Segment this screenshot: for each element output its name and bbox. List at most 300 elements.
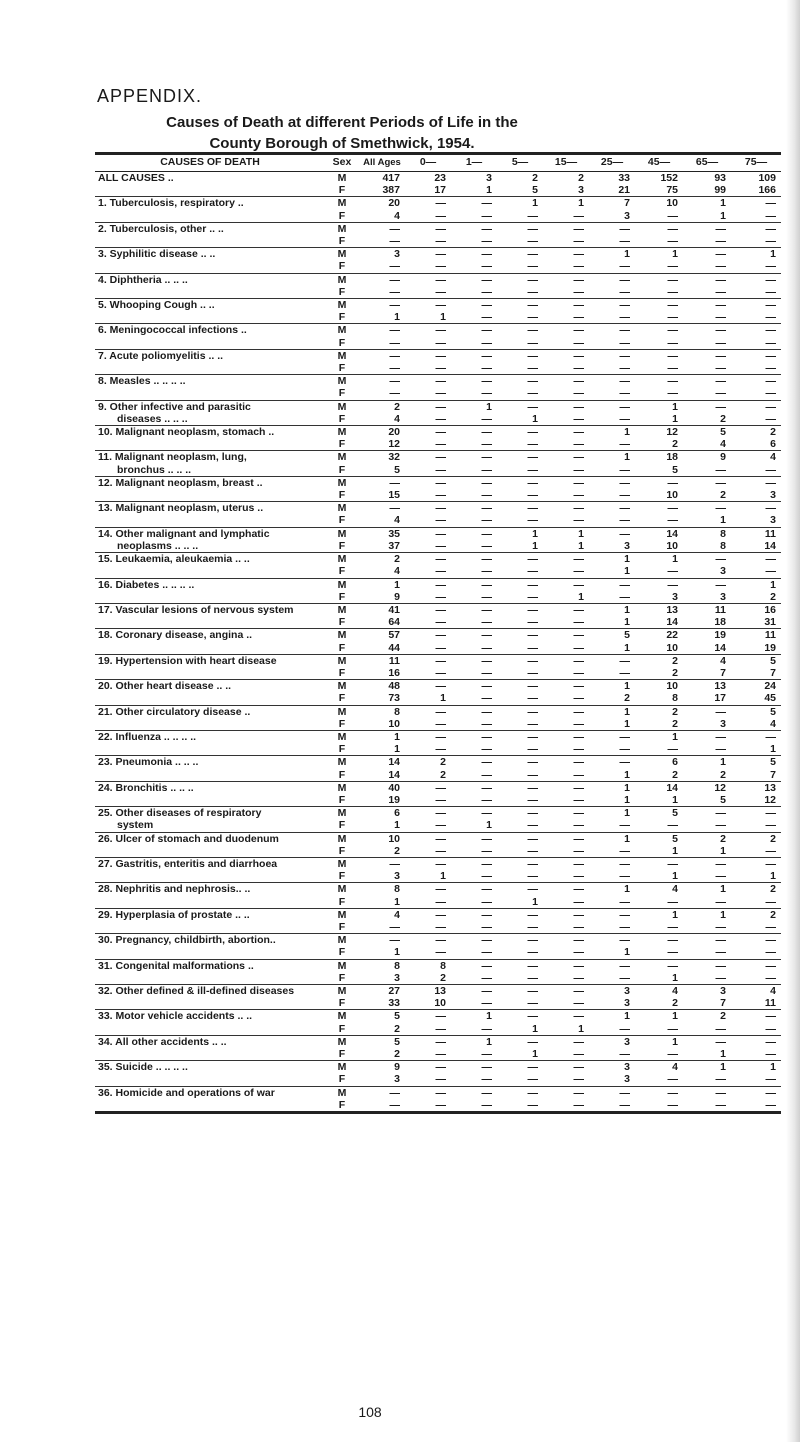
table-row <box>95 857 781 870</box>
count-cell: — <box>527 654 538 667</box>
count-cell: — <box>435 299 446 312</box>
count-cell: — <box>451 997 497 1010</box>
count-cell: — <box>451 743 497 756</box>
count-cell: — <box>435 603 446 616</box>
cause-label: 28. Nephritis and nephrosis.. .. <box>98 883 251 896</box>
count-cell: — <box>451 438 497 451</box>
count-cell: — <box>731 235 781 248</box>
count-cell: — <box>405 438 451 451</box>
count-cell: — <box>589 235 635 248</box>
count-cell: — <box>405 413 451 426</box>
table-row <box>95 286 781 299</box>
count-cell: — <box>481 476 492 489</box>
count-cell: 1 <box>624 832 630 845</box>
count-cell: — <box>543 286 589 299</box>
count-cell: — <box>715 578 726 591</box>
cause-label-cont <box>95 743 325 756</box>
sex-cell: M <box>337 1061 347 1074</box>
count-cell: 8 <box>394 883 400 896</box>
count-cell: — <box>715 222 726 235</box>
count-cell: — <box>543 565 589 578</box>
cause-label: 13. Malignant neoplasm, uterus .. <box>98 502 264 515</box>
cause-label: 26. Ulcer of stomach and duodenum <box>98 832 279 845</box>
count-cell: — <box>765 476 776 489</box>
count-cell: — <box>589 413 635 426</box>
count-cell: 1 <box>497 1048 543 1061</box>
count-cell: — <box>543 1048 589 1061</box>
count-cell: — <box>543 870 589 883</box>
count-cell: — <box>635 1023 683 1036</box>
count-cell: — <box>635 337 683 350</box>
count-cell: 3 <box>683 718 731 731</box>
count-cell: — <box>497 235 543 248</box>
count-cell: 48 <box>388 680 400 693</box>
count-cell: — <box>635 819 683 832</box>
count-cell: — <box>667 578 678 591</box>
count-cell: — <box>683 1073 731 1086</box>
header-age-25: 25— <box>589 155 635 172</box>
cause-label: 32. Other defined & ill-defined diseases <box>98 985 295 997</box>
cause-label-cont <box>95 845 325 858</box>
count-cell: 7 <box>731 667 781 680</box>
count-cell: — <box>435 883 446 896</box>
count-cell: — <box>497 794 543 807</box>
count-cell: — <box>451 235 497 248</box>
count-cell: 5 <box>770 756 776 769</box>
count-cell: — <box>451 845 497 858</box>
count-cell: — <box>435 553 446 566</box>
count-cell: 1 <box>359 743 405 756</box>
count-cell: — <box>765 502 776 515</box>
count-cell: — <box>573 248 584 261</box>
count-cell: — <box>389 324 400 337</box>
count-cell: 1 <box>624 451 630 464</box>
count-cell: — <box>543 311 589 324</box>
count-cell: 5 <box>720 426 726 439</box>
count-cell: 109 <box>758 172 776 184</box>
count-cell: — <box>715 705 726 718</box>
table-row <box>95 807 781 820</box>
count-cell: — <box>435 476 446 489</box>
table-row <box>95 1099 781 1113</box>
count-cell: 4 <box>672 883 678 896</box>
count-cell: — <box>715 934 726 947</box>
count-cell: — <box>683 896 731 909</box>
count-cell: — <box>667 1086 678 1099</box>
table-row <box>95 197 781 210</box>
table-row <box>95 692 781 705</box>
count-cell: — <box>405 591 451 604</box>
count-cell: — <box>543 769 589 782</box>
count-cell: — <box>667 349 678 362</box>
count-cell: — <box>635 514 683 527</box>
count-cell: 57 <box>388 629 400 642</box>
count-cell: — <box>527 985 538 997</box>
count-cell: — <box>451 387 497 400</box>
count-cell: — <box>435 908 446 921</box>
count-cell: — <box>731 362 781 375</box>
table-row <box>95 578 781 591</box>
cause-label: 29. Hyperplasia of prostate .. .. <box>98 908 250 921</box>
count-cell: 8 <box>440 959 446 972</box>
count-cell: — <box>731 1023 781 1036</box>
count-cell: — <box>527 1010 538 1023</box>
table-row <box>95 756 781 769</box>
count-cell: 2 <box>578 172 584 184</box>
count-cell: — <box>765 273 776 286</box>
count-cell: — <box>589 896 635 909</box>
count-cell: 2 <box>359 1023 405 1036</box>
count-cell: 1 <box>359 896 405 909</box>
count-cell: — <box>405 794 451 807</box>
count-cell: — <box>715 502 726 515</box>
count-cell: — <box>451 464 497 477</box>
count-cell: — <box>683 260 731 273</box>
header-age-5: 5— <box>497 155 543 172</box>
count-cell: 11 <box>764 527 776 540</box>
table-row <box>95 413 781 426</box>
causes-of-death-table <box>95 152 781 1114</box>
count-cell: 1 <box>578 527 584 540</box>
count-cell: — <box>589 387 635 400</box>
cause-label-cont <box>95 1048 325 1061</box>
count-cell: 2 <box>672 705 678 718</box>
count-cell: 1 <box>635 413 683 426</box>
sex-cell: F <box>325 1073 359 1086</box>
count-cell: — <box>481 883 492 896</box>
cause-label: 4. Diphtheria .. .. .. <box>98 273 188 286</box>
header-sex: Sex <box>325 155 359 172</box>
count-cell: — <box>731 311 781 324</box>
count-cell: 5 <box>394 1035 400 1048</box>
count-cell: — <box>619 959 630 972</box>
count-cell: — <box>527 807 538 820</box>
header-age-75: 75— <box>731 155 781 172</box>
cause-label: 33. Motor vehicle accidents .. .. <box>98 1010 253 1023</box>
count-cell: — <box>435 934 446 947</box>
table-row <box>95 730 781 743</box>
table-row <box>95 222 781 235</box>
cause-label: 34. All other accidents .. .. <box>98 1035 227 1048</box>
count-cell: — <box>715 375 726 388</box>
cause-label-cont <box>95 692 325 705</box>
count-cell: 1 <box>589 794 635 807</box>
count-cell: — <box>635 946 683 959</box>
sex-cell: F <box>325 845 359 858</box>
sex-cell: F <box>325 642 359 655</box>
sex-cell: F <box>325 387 359 400</box>
count-cell: — <box>497 464 543 477</box>
count-cell: — <box>405 642 451 655</box>
count-cell: — <box>635 1048 683 1061</box>
count-cell: 1 <box>589 616 635 629</box>
count-cell: — <box>451 718 497 731</box>
count-cell: — <box>731 921 781 934</box>
count-cell: — <box>543 845 589 858</box>
table-row <box>95 299 781 312</box>
count-cell: 5 <box>770 705 776 718</box>
count-cell: — <box>405 616 451 629</box>
count-cell: 1 <box>589 946 635 959</box>
count-cell: — <box>589 743 635 756</box>
count-cell: 1 <box>720 908 726 921</box>
count-cell: 3 <box>359 1073 405 1086</box>
count-cell: 1 <box>543 591 589 604</box>
count-cell: 1 <box>543 1023 589 1036</box>
count-cell: — <box>573 832 584 845</box>
table-row <box>95 985 781 998</box>
count-cell: 1 <box>578 197 584 210</box>
count-cell: — <box>527 1086 538 1099</box>
table-row <box>95 1086 781 1099</box>
count-cell: 2 <box>635 997 683 1010</box>
count-cell: — <box>497 819 543 832</box>
cause-label-cont <box>95 997 325 1010</box>
count-cell: — <box>497 946 543 959</box>
count-cell: 14 <box>683 642 731 655</box>
count-cell: 27 <box>388 985 400 997</box>
sex-cell: M <box>337 553 347 566</box>
count-cell: — <box>683 362 731 375</box>
count-cell: — <box>683 337 731 350</box>
count-cell: — <box>451 1023 497 1036</box>
count-cell: 1 <box>672 553 678 566</box>
count-cell: — <box>573 603 584 616</box>
count-cell: — <box>451 210 497 223</box>
table-row <box>95 565 781 578</box>
count-cell: — <box>435 349 446 362</box>
count-cell: — <box>389 299 400 312</box>
count-cell: — <box>765 324 776 337</box>
sex-cell: F <box>325 769 359 782</box>
header-age-1: 1— <box>451 155 497 172</box>
count-cell: — <box>405 514 451 527</box>
count-cell: — <box>589 1048 635 1061</box>
count-cell: — <box>683 464 731 477</box>
count-cell: — <box>481 654 492 667</box>
count-cell: — <box>435 1035 446 1048</box>
count-cell: — <box>451 769 497 782</box>
count-cell: 44 <box>359 642 405 655</box>
count-cell: — <box>451 489 497 502</box>
count-cell: — <box>435 426 446 439</box>
count-cell: 8 <box>720 527 726 540</box>
sex-cell: M <box>337 349 347 362</box>
count-cell: — <box>481 756 492 769</box>
count-cell: 2 <box>683 413 731 426</box>
sex-cell: F <box>325 718 359 731</box>
count-cell: — <box>405 565 451 578</box>
table-row <box>95 603 781 616</box>
count-cell: 2 <box>359 845 405 858</box>
count-cell: 7 <box>624 197 630 210</box>
count-cell: — <box>635 387 683 400</box>
count-cell: 1 <box>770 248 776 261</box>
count-cell: — <box>543 743 589 756</box>
cause-label: 9. Other infective and parasitic <box>98 400 251 413</box>
count-cell: — <box>589 311 635 324</box>
cause-label-cont: neoplasms .. .. .. <box>95 540 325 553</box>
count-cell: 4 <box>672 985 678 997</box>
count-cell: — <box>405 1048 451 1061</box>
count-cell: — <box>405 210 451 223</box>
count-cell: — <box>497 642 543 655</box>
count-cell: 1 <box>486 400 492 413</box>
table-row <box>95 451 781 464</box>
count-cell: 10 <box>359 718 405 731</box>
count-cell: — <box>619 324 630 337</box>
count-cell: — <box>619 654 630 667</box>
appendix-heading: APPENDIX. <box>97 86 203 106</box>
count-cell: 33 <box>618 172 630 184</box>
count-cell: 3 <box>394 248 400 261</box>
count-cell: — <box>405 1023 451 1036</box>
count-cell: — <box>527 908 538 921</box>
count-cell: 19 <box>359 794 405 807</box>
count-cell: — <box>389 857 400 870</box>
count-cell: 37 <box>359 540 405 553</box>
count-cell: — <box>389 934 400 947</box>
count-cell: 3 <box>543 184 589 197</box>
count-cell: 8 <box>683 540 731 553</box>
count-cell: — <box>497 337 543 350</box>
count-cell: 73 <box>359 692 405 705</box>
count-cell: — <box>527 857 538 870</box>
count-cell: — <box>715 730 726 743</box>
count-cell: — <box>619 502 630 515</box>
count-cell: 14 <box>635 616 683 629</box>
count-cell: 10 <box>635 642 683 655</box>
count-cell: — <box>667 959 678 972</box>
count-cell: — <box>543 616 589 629</box>
count-cell: — <box>667 375 678 388</box>
count-cell: — <box>543 667 589 680</box>
count-cell: — <box>527 680 538 693</box>
count-cell: — <box>543 692 589 705</box>
count-cell: 16 <box>764 603 776 616</box>
count-cell: — <box>497 972 543 985</box>
count-cell: 1 <box>731 870 781 883</box>
count-cell: — <box>715 1035 726 1048</box>
count-cell: — <box>497 286 543 299</box>
cause-label: 21. Other circulatory disease .. <box>98 705 251 718</box>
count-cell: — <box>527 349 538 362</box>
table-row <box>95 324 781 337</box>
cause-label-cont <box>95 362 325 375</box>
sex-cell: M <box>337 832 347 845</box>
count-cell: — <box>731 464 781 477</box>
count-cell: 2 <box>672 654 678 667</box>
count-cell: — <box>715 553 726 566</box>
count-cell: 19 <box>714 629 726 642</box>
count-cell: — <box>731 819 781 832</box>
sex-cell: F <box>325 210 359 223</box>
count-cell: — <box>359 921 405 934</box>
count-cell: — <box>389 502 400 515</box>
sex-cell: M <box>337 197 347 210</box>
count-cell: — <box>573 883 584 896</box>
count-cell: — <box>405 489 451 502</box>
count-cell: 1 <box>497 896 543 909</box>
count-cell: 1 <box>770 578 776 591</box>
count-cell: 1 <box>624 705 630 718</box>
sex-cell: F <box>325 667 359 680</box>
count-cell: 13 <box>764 781 776 794</box>
count-cell: 1 <box>635 972 683 985</box>
count-cell: — <box>715 807 726 820</box>
header-age-15: 15— <box>543 155 589 172</box>
count-cell: 5 <box>624 629 630 642</box>
table-row <box>95 934 781 947</box>
cause-label-cont <box>95 387 325 400</box>
table-row <box>95 819 781 832</box>
count-cell: — <box>481 426 492 439</box>
table-row <box>95 883 781 896</box>
count-cell: 15 <box>359 489 405 502</box>
count-cell: 33 <box>359 997 405 1010</box>
cause-label-cont <box>95 718 325 731</box>
sex-cell: F <box>325 514 359 527</box>
count-cell: 3 <box>589 540 635 553</box>
count-cell: 18 <box>666 451 678 464</box>
table-body <box>95 172 781 1113</box>
count-cell: — <box>619 908 630 921</box>
count-cell: 18 <box>683 616 731 629</box>
count-cell: 7 <box>683 997 731 1010</box>
cause-label-cont <box>95 794 325 807</box>
count-cell: — <box>481 222 492 235</box>
count-cell: — <box>589 514 635 527</box>
count-cell: 93 <box>714 172 726 184</box>
count-cell: 8 <box>394 959 400 972</box>
table-row <box>95 210 781 223</box>
count-cell: 10 <box>635 540 683 553</box>
count-cell: — <box>573 1035 584 1048</box>
count-cell: — <box>435 705 446 718</box>
cause-label: 3. Syphilitic disease .. .. <box>98 248 216 261</box>
cause-label-cont <box>95 1073 325 1086</box>
count-cell: — <box>589 1023 635 1036</box>
sex-cell: F <box>325 1099 359 1113</box>
count-cell: — <box>481 527 492 540</box>
cause-label: 12. Malignant neoplasm, breast .. <box>98 476 263 489</box>
count-cell: — <box>731 1048 781 1061</box>
count-cell: — <box>573 299 584 312</box>
table-row <box>95 337 781 350</box>
count-cell: — <box>405 1099 451 1113</box>
count-cell: 3 <box>635 591 683 604</box>
count-cell: 1 <box>683 514 731 527</box>
sex-cell: M <box>337 248 347 261</box>
table-row <box>95 781 781 794</box>
count-cell: — <box>451 667 497 680</box>
count-cell: — <box>497 769 543 782</box>
count-cell: — <box>497 210 543 223</box>
count-cell: — <box>589 362 635 375</box>
count-cell: — <box>497 565 543 578</box>
count-cell: 1 <box>486 1010 492 1023</box>
count-cell: 3 <box>589 210 635 223</box>
count-cell: — <box>619 527 630 540</box>
count-cell: — <box>731 337 781 350</box>
cause-label: 14. Other malignant and lymphatic <box>98 527 270 540</box>
count-cell: — <box>405 337 451 350</box>
count-cell: — <box>683 743 731 756</box>
count-cell: — <box>731 387 781 400</box>
count-cell: 1 <box>672 248 678 261</box>
count-cell: 12 <box>359 438 405 451</box>
count-cell: — <box>715 324 726 337</box>
